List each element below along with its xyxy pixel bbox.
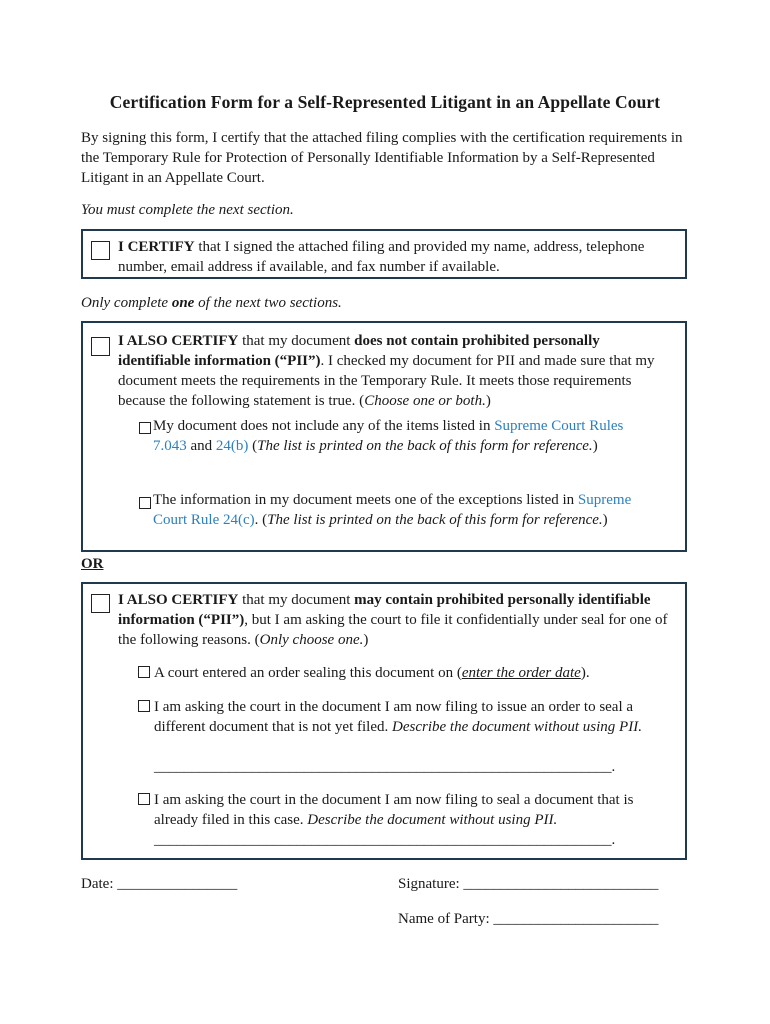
no-pii-bold1: I ALSO CERTIFY [118,333,239,349]
party-line [398,909,658,929]
opt2-open: . ( [254,512,268,528]
signature-field[interactable]: __________________________ [463,876,659,892]
seal-text3: ) [363,632,369,648]
seal-option1-checkbox[interactable] [138,666,150,678]
opt2-close: ) [602,512,608,528]
certify-bold: I CERTIFY [118,239,195,255]
seal-opt3-italic: Describe the document without using PII. [307,812,558,828]
opt1-text: My document does not include any of the items listed in [153,418,495,434]
party-field[interactable]: ______________________ [493,911,659,927]
seal-opt1-text: A court entered an order sealing this document on ( [154,665,462,681]
no-pii-text2: . I checked my document for PII and made sure that my document meets the requirements in the Temporary Rule. It meets those requirements because the following statement is true. ( [118,353,655,409]
certify-section-box [81,229,687,279]
certify-statement [118,237,673,277]
seal-text1: that my document [238,592,355,608]
only-complete-bold: one [171,295,195,311]
no-pii-option2-text [153,490,653,530]
certify-text: that I signed the attached filing and provided my name, address, telephone number, email address if available, and fax number if available. [118,239,645,275]
order-date-field[interactable]: enter the order date [461,665,581,681]
only-complete-note [81,295,342,312]
seal-bold1: I ALSO CERTIFY [118,592,239,608]
no-pii-option1-text [153,416,643,456]
seal-option3-checkbox[interactable] [138,793,150,805]
date-label: Date: [81,876,114,892]
seal-option3-text [154,790,654,830]
opt1-and: and [186,438,216,454]
seal-opt3-text: I am asking the court in the document I am now filing to seal a document that is already filed in this case. [154,792,634,828]
signature-line [398,874,658,894]
seal-option2-text [154,697,654,737]
rule-24b-link[interactable]: 24(b) [215,438,249,454]
seal-opt2-italic: Describe the document without using PII. [392,719,642,735]
opt1-close: ) [592,438,598,454]
no-pii-option2-checkbox[interactable] [139,497,151,509]
must-complete-note: You must complete the next section. [81,202,294,218]
certify-checkbox[interactable] [91,241,110,260]
party-label: Name of Party: [398,911,490,927]
opt2-text: The information in my document meets one of the exceptions listed in [153,492,578,508]
no-pii-option1-checkbox[interactable] [139,422,151,434]
seal-section-box [81,582,687,860]
opt1-italic: The list is printed on the back of this form for reference. [257,438,593,454]
seal-text2: , but I am asking the court to file it confidentially under seal for one of the following reasons. ( [118,612,668,648]
rule-24c-link[interactable]: Supreme Court Rule 24(c) [153,492,632,528]
no-pii-section-box [81,321,687,552]
no-pii-text1: that my document [238,333,355,349]
seal-option2-blank[interactable]: _____________________________________________________________. [154,759,616,775]
seal-opt1-close: ). [580,665,590,681]
no-pii-statement [118,331,663,411]
seal-statement [118,590,673,650]
form-title: Certification Form for a Self-Represented Litigant in an Appellate Court [109,92,661,112]
intro-paragraph: By signing this form, I certify that the attached filing complies with the certification requirements in the Temporary Rule for Protection of Personally Identifiable Information by a Self-Represented Litigant in an Appellate Court. [81,130,683,186]
only-complete-post: of the next two sections. [194,295,342,311]
seal-opt2-text: I am asking the court in the document I am now filing to issue an order to seal a different document that is not yet filed. [154,699,634,735]
seal-option3-blank[interactable]: _____________________________________________________________. [154,832,616,848]
date-line [81,874,237,894]
seal-option1-text [154,663,654,683]
seal-italic: Only choose one. [259,632,364,648]
no-pii-bold2: does not contain prohibited personally identifiable information (“PII”) [118,333,600,369]
seal-option2-checkbox[interactable] [138,700,150,712]
no-pii-text3: ) [485,393,491,409]
no-pii-checkbox[interactable] [91,337,110,356]
date-field[interactable]: ________________ [117,876,238,892]
opt2-italic: The list is printed on the back of this form for reference. [267,512,603,528]
only-complete-pre: Only complete [81,295,172,311]
opt1-open: ( [248,438,258,454]
or-divider: OR [81,556,104,572]
seal-bold2: may contain prohibited personally identifiable information (“PII”) [118,592,651,628]
signature-label: Signature: [398,876,460,892]
rule-7-043-link[interactable]: Supreme Court Rules 7.043 [153,418,624,454]
seal-checkbox[interactable] [91,594,110,613]
no-pii-italic: Choose one or both. [364,393,486,409]
